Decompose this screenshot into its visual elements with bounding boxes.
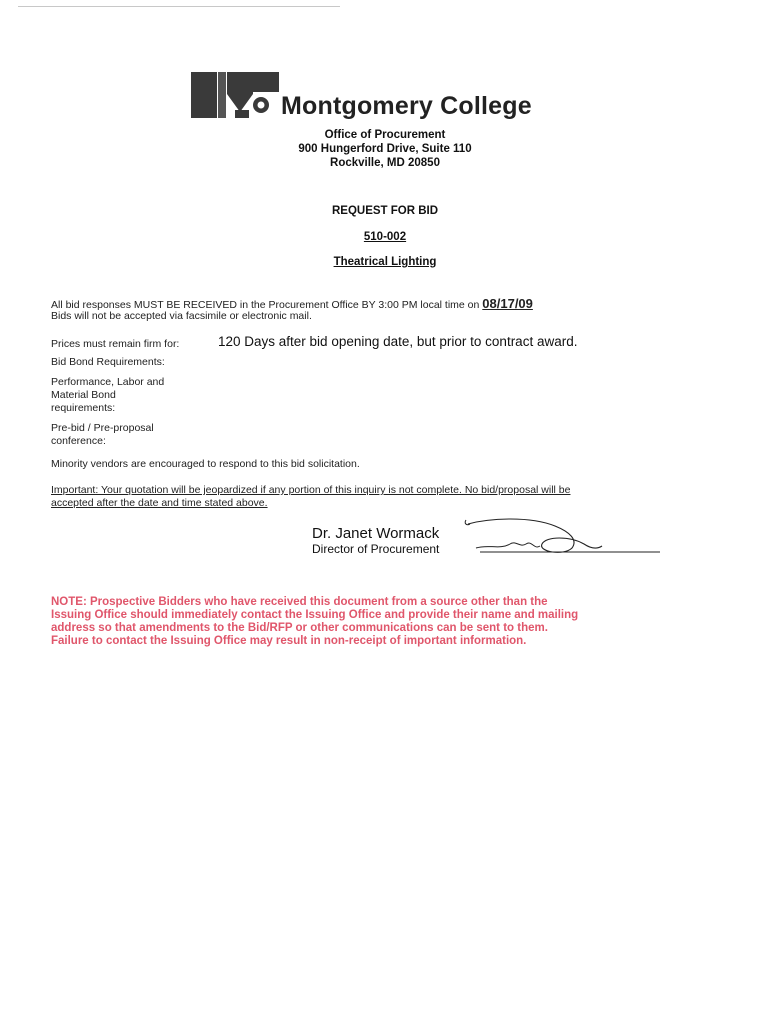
note-line-4: Failure to contact the Issuing Office may result in non-receipt of important information. [51, 635, 527, 647]
signatory-name: Dr. Janet Wormack [312, 525, 440, 542]
performance-bond-label-2: Material Bond [51, 389, 116, 401]
office-name: Office of Procurement [324, 129, 446, 141]
no-fax-notice: Bids will not be accepted via facsimile or electronic mail. [51, 310, 312, 322]
bid-bond-label: Bid Bond Requirements: [51, 356, 165, 368]
signatory-title: Director of Procurement [312, 542, 440, 556]
note-line-2: Issuing Office should immediately contact the Issuing Office and provide their name and mailing [51, 609, 579, 621]
scan-artifact-line [18, 6, 340, 7]
prospective-bidders-note [51, 596, 711, 648]
performance-bond-label-3: requirements: [51, 402, 116, 414]
handwritten-signature [460, 514, 665, 558]
logo-mark-icon [191, 72, 281, 118]
prices-firm-label: Prices must remain firm for: [51, 338, 180, 350]
deadline-date: 08/17/09 [482, 296, 533, 311]
request-title: REQUEST FOR BID [331, 205, 439, 217]
college-name: Montgomery College [281, 92, 532, 120]
bid-number: 510-002 [363, 231, 407, 243]
deadline-text: All bid responses MUST BE RECEIVED in the Procurement Office BY 3:00 PM local time on [51, 299, 480, 311]
prebid-label-1: Pre-bid / Pre-proposal [51, 422, 154, 434]
minority-vendors-statement: Minority vendors are encouraged to respond to this bid solicitation. [51, 458, 360, 470]
note-line-3: address so that amendments to the Bid/RFP or other communications can be sent to them. [51, 622, 548, 634]
important-notice-line-1: Important: Your quotation will be jeopardized if any portion of this inquiry is not complete. No bid/proposal will be [51, 484, 571, 496]
office-address-city: Rockville, MD 20850 [330, 157, 440, 169]
office-address-street: 900 Hungerford Drive, Suite 110 [298, 143, 472, 155]
bid-subject: Theatrical Lighting [333, 256, 437, 268]
prebid-label-2: conference: [51, 435, 106, 447]
performance-bond-label-1: Performance, Labor and [51, 376, 165, 388]
college-logo [191, 72, 563, 120]
important-notice-line-2: accepted after the date and time stated above. [51, 497, 268, 509]
note-line-1: NOTE: Prospective Bidders who have received this document from a source other than the [51, 596, 548, 608]
prices-firm-value: 120 Days after bid opening date, but prior to contract award. [218, 334, 578, 349]
